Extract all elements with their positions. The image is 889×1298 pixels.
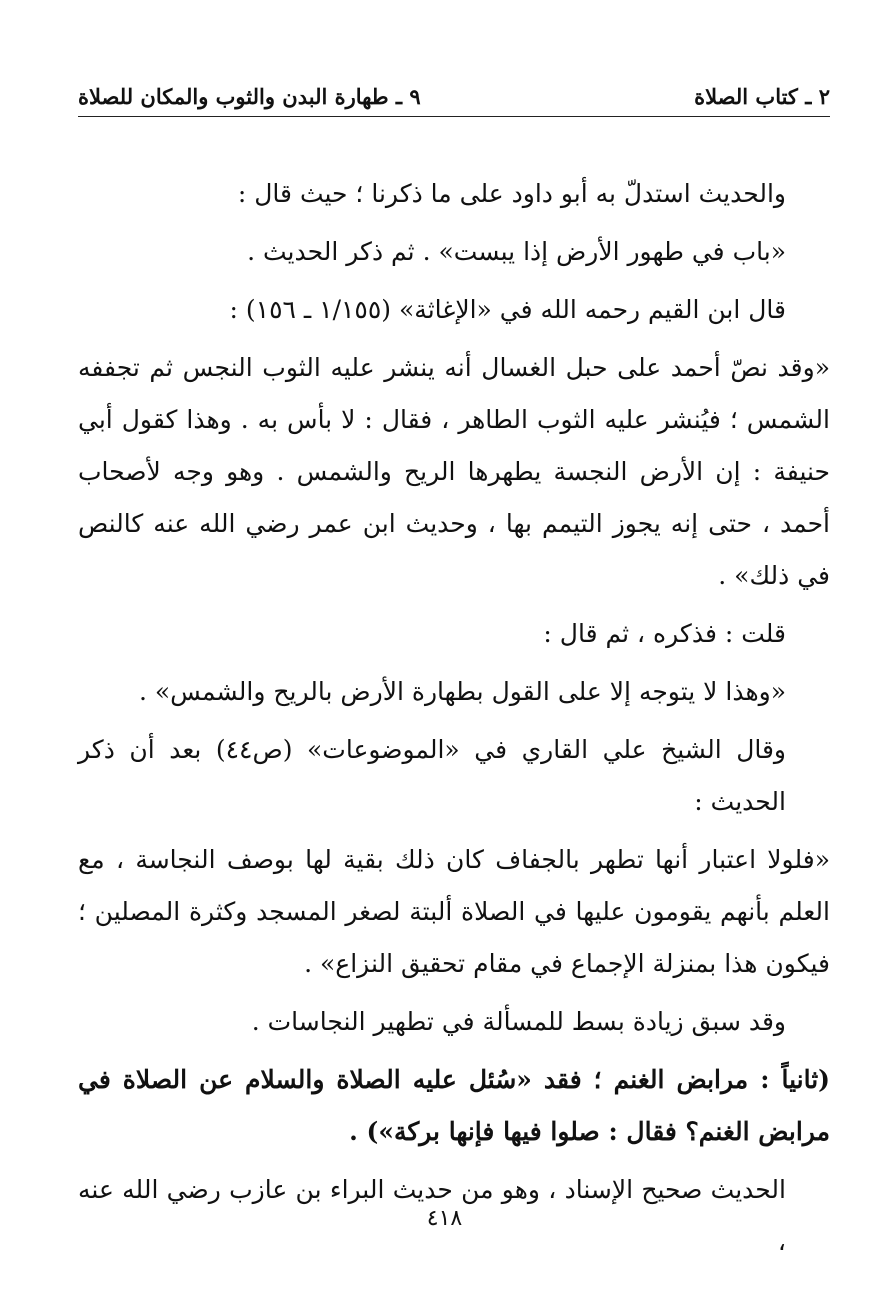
- header-section-title: ٩ ـ طهارة البدن والثوب والمكان للصلاة: [78, 83, 421, 109]
- paragraph-9: وقد سبق زيادة بسط للمسألة في تطهير النجاسات .: [251, 1007, 786, 1036]
- paragraph-5: قلت : فذكره ، ثم قال :: [543, 619, 786, 648]
- running-header: [78, 76, 830, 117]
- paragraph-11: الحديث صحيح الإسناد ، وهو من حديث البراء بن عازب رضي الله عنه ،: [78, 1175, 786, 1256]
- header-chapter-title: ٢ ـ كتاب الصلاة: [694, 83, 830, 109]
- paragraph-10-matn: (ثانياً : مرابض الغنم ؛ فقد «سُئل عليه الصلاة والسلام عن الصلاة في مرابض الغنم؟ فقال : صلوا فيها فإنها بركة») .: [78, 1065, 830, 1146]
- paragraph-7: وقال الشيخ علي القاري في «الموضوعات» (ص٤٤) بعد أن ذكر الحديث :: [78, 735, 787, 816]
- paragraph-3: قال ابن القيم رحمه الله في «الإغاثة» (١/١٥٥ ـ ١٥٦) :: [229, 295, 786, 324]
- page-number: ٤١٨: [426, 1206, 463, 1231]
- paragraph-1: والحديث استدلّ به أبو داود على ما ذكرنا ؛ حيث قال :: [237, 179, 786, 208]
- paragraph-8-quote: «فلولا اعتبار أنها تطهر بالجفاف كان ذلك بقية لها بوصف النجاسة ، مع العلم بأنهم يقومون عليها في الصلاة ألبتة لصغر المسجد وكثرة المصلين ؛ فيكون هذا بمنزلة الإجماع في مقام تحقيق النزاع» .: [78, 845, 830, 978]
- paragraph-4-quote: «وقد نصّ أحمد على حبل الغسال أنه ينشر عليه الثوب النجس ثم تجففه الشمس ؛ فيُنشر عليه الثوب الطاهر ، فقال : لا بأس به . وهذا كقول أبي حنيفة : إن الأرض النجسة يطهرها الريح والشمس . وهو وجه لأصحاب أحمد ، حتى إنه يجوز التيمم بها ، وحديث ابن عمر رضي الله عنه كالنص في ذلك» .: [78, 353, 830, 590]
- paragraph-2: «باب في طهور الأرض إذا يبست» . ثم ذكر الحديث .: [247, 237, 786, 266]
- body-text: [78, 168, 830, 1274]
- paragraph-6-quote: «وهذا لا يتوجه إلا على القول بطهارة الأرض بالريح والشمس» .: [138, 677, 786, 706]
